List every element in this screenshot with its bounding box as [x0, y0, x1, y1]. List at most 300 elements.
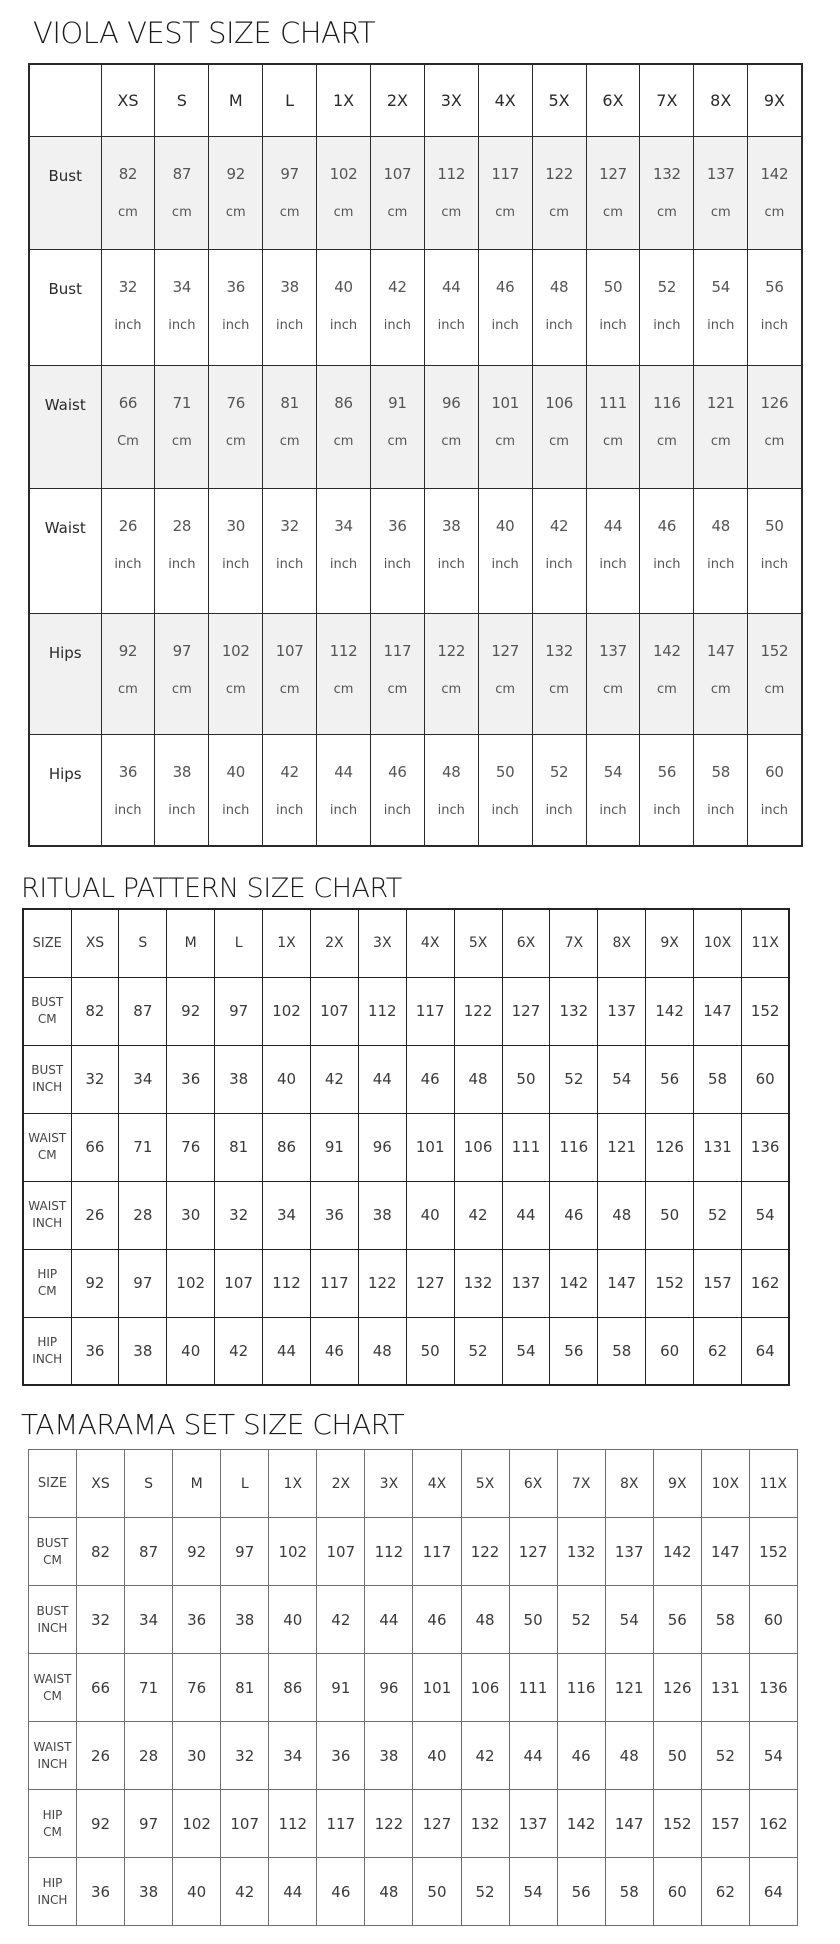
measurement-unit: cm — [656, 204, 677, 220]
measurement-value: 50 — [603, 277, 623, 296]
measurement-cell — [424, 249, 478, 365]
measurement-value: 132 — [545, 641, 573, 660]
measurement-value: 40 — [413, 1722, 461, 1790]
measurement-value: 32 — [280, 516, 299, 535]
measurement-unit: CM — [37, 1012, 57, 1026]
measurement-value: 142 — [760, 164, 789, 183]
measurement-unit: cm — [495, 204, 516, 220]
measurement-value: 136 — [741, 1113, 789, 1181]
measurement-value: 34 — [125, 1586, 173, 1654]
measurement-value: 81 — [221, 1654, 269, 1722]
measurement-value: 48 — [358, 1317, 406, 1385]
measurement-cell — [748, 249, 802, 365]
measurement-value: 56 — [657, 762, 677, 781]
measurement-value: 50 — [653, 1722, 701, 1790]
measurement-cell — [155, 249, 209, 365]
measurement-cell — [478, 488, 532, 613]
tamarama-chart-title: TAMARAMA SET SIZE CHART — [21, 1408, 405, 1441]
measurement-cell — [478, 365, 532, 488]
measurement-name: WAIST — [28, 1131, 67, 1145]
measurement-unit: inch — [114, 802, 142, 818]
measurement-value: 60 — [765, 762, 784, 781]
measurement-unit: cm — [710, 433, 731, 449]
ritual-chart-title: RITUAL PATTERN SIZE CHART — [21, 873, 402, 904]
measurement-cell — [694, 613, 748, 734]
measurement-value: 122 — [437, 641, 466, 660]
measurement-unit: cm — [495, 681, 516, 697]
measurement-value: 147 — [605, 1790, 653, 1858]
measurement-value: 34 — [119, 1045, 167, 1113]
measurement-value: 142 — [652, 641, 681, 660]
measurement-cell — [478, 249, 532, 365]
measurement-cell — [263, 136, 317, 249]
measurement-value: 48 — [454, 1045, 502, 1113]
size-header: 7X — [640, 64, 694, 136]
measurement-value: 66 — [118, 393, 138, 412]
measurement-value: 50 — [509, 1586, 557, 1654]
measurement-value: 44 — [442, 277, 461, 296]
measurement-name: WAIST — [33, 1671, 72, 1686]
measurement-value: 137 — [598, 977, 646, 1045]
measurement-value: 91 — [388, 393, 407, 412]
measurement-value: 58 — [711, 762, 730, 781]
measurement-value: 36 — [317, 1722, 365, 1790]
measurement-value: 131 — [701, 1654, 749, 1722]
measurement-cell — [209, 136, 263, 249]
measurement-unit: inch — [168, 802, 196, 818]
measurement-value: 86 — [263, 1113, 311, 1181]
table-row — [23, 1045, 789, 1113]
measurement-unit: CM — [43, 1552, 62, 1567]
measurement-value: 52 — [454, 1317, 502, 1385]
measurement-value: 117 — [491, 164, 520, 183]
measurement-value: 42 — [310, 1045, 358, 1113]
measurement-value: 126 — [653, 1654, 701, 1722]
size-header: 9X — [646, 909, 694, 977]
measurement-value: 91 — [310, 1113, 358, 1181]
measurement-unit: inch — [222, 556, 250, 572]
measurement-value: 122 — [461, 1518, 509, 1586]
measurement-value: 142 — [646, 977, 694, 1045]
measurement-value: 42 — [221, 1858, 269, 1926]
measurement-unit: cm — [387, 433, 408, 449]
measurement-name: BUST — [36, 1603, 69, 1618]
measurement-unit: inch — [707, 317, 735, 333]
measurement-value: 102 — [329, 164, 358, 183]
size-header: 10X — [694, 909, 742, 977]
measurement-value: 54 — [603, 762, 623, 781]
size-header: 5X — [461, 1450, 509, 1518]
size-header: XS — [71, 909, 119, 977]
measurement-unit: inch — [653, 317, 681, 333]
measurement-unit: inch — [545, 802, 573, 818]
measurement-cell — [370, 613, 424, 734]
header-row — [23, 909, 789, 977]
measurement-unit: cm — [710, 681, 731, 697]
measurement-value: 116 — [550, 1113, 598, 1181]
measurement-value: 71 — [172, 393, 192, 412]
measurement-cell — [640, 365, 694, 488]
measurement-unit: cm — [171, 681, 192, 697]
measurement-value: 92 — [226, 164, 245, 183]
measurement-cell — [209, 734, 263, 846]
measurement-value: 122 — [358, 1249, 406, 1317]
measurement-cell — [694, 136, 748, 249]
measurement-value: 66 — [71, 1113, 119, 1181]
measurement-unit: cm — [764, 681, 785, 697]
measurement-value: 127 — [599, 164, 627, 183]
measurement-cell — [101, 249, 155, 365]
measurement-value: 127 — [406, 1249, 454, 1317]
measurement-value: 38 — [172, 762, 192, 781]
viola-size-table — [28, 63, 803, 847]
measurement-unit: inch — [760, 317, 788, 333]
measurement-value: 52 — [694, 1181, 742, 1249]
measurement-value: 28 — [172, 516, 192, 535]
measurement-value: 40 — [334, 277, 353, 296]
size-header: S — [155, 64, 209, 136]
measurement-unit: inch — [760, 802, 788, 818]
measurement-value: 54 — [749, 1722, 797, 1790]
measurement-value: 40 — [226, 762, 245, 781]
measurement-value: 40 — [406, 1181, 454, 1249]
measurement-unit: inch — [168, 556, 196, 572]
measurement-value: 54 — [509, 1858, 557, 1926]
measurement-label: Hips — [29, 734, 101, 846]
measurement-value: 82 — [118, 164, 138, 183]
measurement-value: 38 — [280, 277, 299, 296]
measurement-cell — [748, 613, 802, 734]
measurement-value: 46 — [388, 762, 407, 781]
measurement-label — [29, 1722, 77, 1790]
measurement-unit: cm — [387, 204, 408, 220]
measurement-cell — [586, 365, 640, 488]
measurement-unit: cm — [710, 204, 731, 220]
measurement-value: 54 — [502, 1317, 550, 1385]
measurement-cell — [478, 136, 532, 249]
measurement-value: 48 — [711, 516, 730, 535]
size-header: 2X — [317, 1450, 365, 1518]
measurement-value: 56 — [765, 277, 784, 296]
size-header: S — [125, 1450, 173, 1518]
measurement-name: WAIST — [33, 1739, 72, 1754]
measurement-name: HIP — [37, 1334, 58, 1349]
measurement-unit: inch — [653, 556, 681, 572]
measurement-unit: inch — [491, 802, 519, 818]
measurement-value: 117 — [406, 977, 454, 1045]
measurement-unit: cm — [279, 433, 300, 449]
measurement-value: 50 — [765, 516, 784, 535]
measurement-value: 42 — [317, 1586, 365, 1654]
measurement-unit: inch — [275, 802, 304, 818]
measurement-value: 92 — [71, 1249, 119, 1317]
measurement-label: Bust — [29, 249, 101, 365]
measurement-value: 142 — [557, 1790, 605, 1858]
measurement-unit: cm — [441, 204, 462, 220]
measurement-value: 152 — [741, 977, 789, 1045]
measurement-cell — [209, 365, 263, 488]
measurement-value: 44 — [358, 1045, 406, 1113]
size-header: 1X — [317, 64, 371, 136]
measurement-unit: inch — [114, 556, 142, 572]
measurement-cell — [640, 734, 694, 846]
measurement-value: 60 — [741, 1045, 789, 1113]
size-header: M — [167, 909, 215, 977]
measurement-unit: inch — [222, 317, 250, 333]
table-row — [29, 249, 802, 365]
table-row — [29, 136, 802, 249]
measurement-value: 62 — [701, 1858, 749, 1926]
measurement-value: 32 — [77, 1586, 125, 1654]
measurement-value: 52 — [657, 277, 677, 296]
measurement-value: 38 — [125, 1858, 173, 1926]
size-header: 1X — [269, 1450, 317, 1518]
measurement-value: 52 — [701, 1722, 749, 1790]
measurement-unit: cm — [603, 681, 623, 697]
measurement-value: 44 — [269, 1858, 317, 1926]
measurement-unit: inch — [329, 317, 358, 333]
measurement-cell — [586, 734, 640, 846]
measurement-unit: INCH — [37, 1892, 68, 1907]
measurement-unit: inch — [222, 802, 250, 818]
measurement-value: 54 — [598, 1045, 646, 1113]
measurement-value: 26 — [71, 1181, 119, 1249]
measurement-name: HIP — [42, 1807, 63, 1822]
measurement-unit: CM — [37, 1148, 57, 1162]
measurement-value: 121 — [598, 1113, 646, 1181]
measurement-cell — [748, 734, 802, 846]
measurement-value: 48 — [442, 762, 461, 781]
table-row — [23, 1317, 789, 1385]
measurement-value: 162 — [741, 1249, 789, 1317]
measurement-unit: cm — [225, 433, 246, 449]
measurement-value: 50 — [495, 762, 515, 781]
measurement-value: 32 — [221, 1722, 269, 1790]
measurement-label — [23, 1113, 71, 1181]
measurement-unit: inch — [329, 802, 358, 818]
measurement-unit: inch — [114, 317, 142, 333]
measurement-value: 50 — [646, 1181, 694, 1249]
measurement-value: 46 — [657, 516, 677, 535]
size-header: XS — [101, 64, 155, 136]
size-header: 9X — [748, 64, 802, 136]
size-header: 3X — [358, 909, 406, 977]
measurement-cell — [586, 613, 640, 734]
measurement-value: 26 — [118, 516, 138, 535]
measurement-value: 66 — [77, 1654, 125, 1722]
measurement-value: 32 — [118, 277, 138, 296]
measurement-value: 127 — [491, 641, 520, 660]
measurement-unit: inch — [437, 802, 465, 818]
measurement-value: 38 — [119, 1317, 167, 1385]
table-row — [29, 1518, 798, 1586]
measurement-cell — [317, 136, 371, 249]
measurement-value: 40 — [269, 1586, 317, 1654]
measurement-value: 36 — [388, 516, 407, 535]
measurement-value: 152 — [749, 1518, 797, 1586]
measurement-label — [23, 1045, 71, 1113]
measurement-label: Waist — [29, 488, 101, 613]
measurement-value: 52 — [550, 1045, 598, 1113]
measurement-value: 81 — [215, 1113, 263, 1181]
measurement-value: 71 — [125, 1654, 173, 1722]
size-header: 8X — [694, 64, 748, 136]
measurement-value: 132 — [652, 164, 681, 183]
corner-cell — [29, 64, 101, 136]
measurement-value: 30 — [226, 516, 245, 535]
measurement-value: 127 — [413, 1790, 461, 1858]
measurement-value: 121 — [706, 393, 735, 412]
table-row — [23, 1181, 789, 1249]
measurement-unit: cm — [279, 681, 300, 697]
measurement-value: 52 — [557, 1586, 605, 1654]
table-row — [29, 1790, 798, 1858]
measurement-cell — [424, 734, 478, 846]
measurement-value: 34 — [263, 1181, 311, 1249]
measurement-value: 142 — [550, 1249, 598, 1317]
measurement-cell — [370, 365, 424, 488]
measurement-value: 157 — [701, 1790, 749, 1858]
size-header: 6X — [586, 64, 640, 136]
measurement-value: 36 — [118, 762, 138, 781]
measurement-cell — [101, 136, 155, 249]
measurement-value: 92 — [173, 1518, 221, 1586]
measurement-cell — [748, 365, 802, 488]
measurement-value: 44 — [603, 516, 623, 535]
measurement-unit: inch — [383, 802, 412, 818]
measurement-value: 44 — [263, 1317, 311, 1385]
measurement-value: 48 — [598, 1181, 646, 1249]
measurement-unit: inch — [491, 556, 519, 572]
measurement-unit: inch — [653, 802, 681, 818]
measurement-unit: cm — [441, 433, 462, 449]
measurement-value: 36 — [167, 1045, 215, 1113]
measurement-cell — [694, 734, 748, 846]
size-header: M — [173, 1450, 221, 1518]
measurement-value: 56 — [653, 1586, 701, 1654]
table-row — [23, 977, 789, 1045]
measurement-unit: CM — [43, 1688, 62, 1703]
measurement-cell — [101, 613, 155, 734]
measurement-value: 92 — [167, 977, 215, 1045]
measurement-cell — [694, 488, 748, 613]
measurement-unit: inch — [437, 556, 465, 572]
measurement-unit: cm — [225, 204, 246, 220]
measurement-value: 107 — [383, 164, 412, 183]
measurement-unit: Cm — [117, 433, 139, 449]
size-header: 6X — [502, 909, 550, 977]
measurement-cell — [532, 734, 586, 846]
measurement-value: 127 — [509, 1518, 557, 1586]
measurement-value: 82 — [71, 977, 119, 1045]
measurement-cell — [209, 613, 263, 734]
measurement-value: 28 — [125, 1722, 173, 1790]
size-header: 11X — [749, 1450, 797, 1518]
size-header: 3X — [365, 1450, 413, 1518]
measurement-value: 36 — [71, 1317, 119, 1385]
measurement-unit: cm — [603, 204, 623, 220]
measurement-value: 48 — [605, 1722, 653, 1790]
measurement-value: 126 — [646, 1113, 694, 1181]
measurement-value: 82 — [77, 1518, 125, 1586]
measurement-value: 132 — [454, 1249, 502, 1317]
measurement-unit: inch — [275, 317, 304, 333]
measurement-unit: INCH — [32, 1351, 63, 1366]
measurement-value: 92 — [118, 641, 138, 660]
measurement-value: 101 — [413, 1654, 461, 1722]
measurement-value: 96 — [442, 393, 461, 412]
measurement-value: 106 — [461, 1654, 509, 1722]
header-row — [29, 64, 802, 136]
measurement-value: 52 — [549, 762, 569, 781]
measurement-cell — [155, 613, 209, 734]
measurement-unit: inch — [707, 802, 735, 818]
measurement-value: 42 — [461, 1722, 509, 1790]
measurement-unit: cm — [656, 681, 677, 697]
measurement-value: 46 — [406, 1045, 454, 1113]
measurement-unit: cm — [118, 204, 138, 220]
measurement-cell — [748, 136, 802, 249]
size-header: 4X — [413, 1450, 461, 1518]
measurement-unit: INCH — [37, 1620, 68, 1635]
measurement-unit: INCH — [32, 1216, 63, 1230]
measurement-value: 38 — [215, 1045, 263, 1113]
measurement-unit: cm — [495, 433, 516, 449]
measurement-value: 58 — [701, 1586, 749, 1654]
size-header: 2X — [310, 909, 358, 977]
measurement-value: 58 — [605, 1858, 653, 1926]
measurement-value: 87 — [125, 1518, 173, 1586]
measurement-value: 60 — [749, 1586, 797, 1654]
size-header: 5X — [532, 64, 586, 136]
measurement-cell — [586, 488, 640, 613]
measurement-value: 36 — [226, 277, 245, 296]
measurement-value: 117 — [310, 1249, 358, 1317]
measurement-value: 62 — [694, 1317, 742, 1385]
table-row — [29, 734, 802, 846]
measurement-value: 157 — [694, 1249, 742, 1317]
measurement-value: 152 — [646, 1249, 694, 1317]
measurement-label — [23, 1181, 71, 1249]
measurement-name: BUST — [36, 1535, 69, 1550]
measurement-value: 152 — [760, 641, 789, 660]
size-header: L — [263, 64, 317, 136]
size-label: SIZE — [23, 909, 71, 977]
measurement-value: 96 — [358, 1113, 406, 1181]
size-header: 8X — [598, 909, 646, 977]
size-label: SIZE — [29, 1450, 77, 1518]
measurement-unit: cm — [549, 433, 569, 449]
measurement-value: 36 — [173, 1586, 221, 1654]
measurement-value: 28 — [119, 1181, 167, 1249]
measurement-value: 81 — [280, 393, 299, 412]
measurement-value: 40 — [495, 516, 515, 535]
measurement-unit: INCH — [32, 1080, 63, 1094]
measurement-value: 38 — [221, 1586, 269, 1654]
measurement-cell — [640, 136, 694, 249]
measurement-value: 132 — [557, 1518, 605, 1586]
measurement-value: 38 — [365, 1722, 413, 1790]
measurement-value: 102 — [221, 641, 250, 660]
measurement-unit: cm — [656, 433, 677, 449]
measurement-unit: cm — [764, 204, 785, 220]
measurement-unit: CM — [43, 1824, 62, 1839]
ritual-size-table — [22, 908, 790, 1386]
size-header: 6X — [509, 1450, 557, 1518]
measurement-value: 60 — [646, 1317, 694, 1385]
measurement-unit: inch — [437, 317, 465, 333]
measurement-value: 147 — [701, 1518, 749, 1586]
